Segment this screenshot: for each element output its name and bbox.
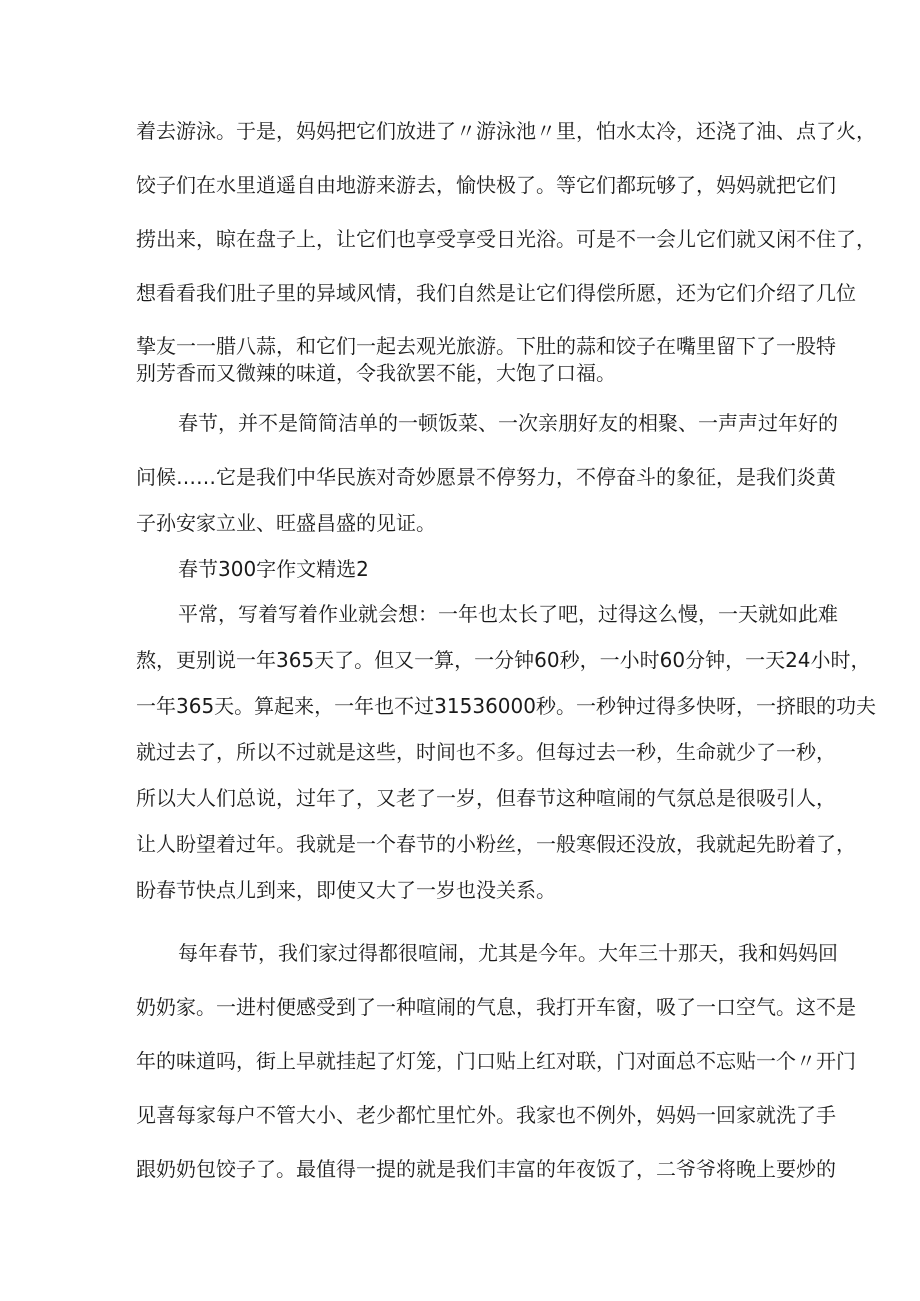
text-line: 奶奶家。一进村便感受到了一种喧闹的气息，我打开车窗，吸了一口空气。这不是 xyxy=(136,995,856,1019)
text-line: 就过去了，所以不过就是这些，时间也不多。但每过去一秒，生命就少了一秒， xyxy=(136,740,836,764)
text-line: 问候……它是我们中华民族对奇妙愿景不停努力，不停奋斗的象征，是我们炎黄 xyxy=(136,465,836,489)
text-line: 所以大人们总说，过年了，又老了一岁，但春节这种喧闹的气氛总是很吸引人， xyxy=(136,786,836,810)
text-line: 饺子们在水里逍遥自由地游来游去，愉快极了。等它们都玩够了，妈妈就把它们 xyxy=(136,173,836,197)
text-line: 春节，并不是简简洁单的一顿饭菜、一次亲朋好友的相聚、一声声过年好的 xyxy=(178,411,838,435)
text-line: 想看看我们肚子里的异域风情，我们自然是让它们得偿所愿，还为它们介绍了几位 xyxy=(136,281,856,305)
text-line: 平常，写着写着作业就会想：一年也太长了吧，过得这么慢，一天就如此难 xyxy=(178,602,838,626)
text-line: 年的味道吗，街上早就挂起了灯笼，门口贴上红对联，门对面总不忘贴一个〃开门 xyxy=(136,1049,856,1073)
text-line: 让人盼望着过年。我就是一个春节的小粉丝，一般寒假还没放，我就起先盼着了， xyxy=(136,832,856,856)
text-line: 盼春节快点儿到来，即使又大了一岁也没关系。 xyxy=(136,878,556,902)
text-line: 捞出来，晾在盘子上，让它们也享受享受日光浴。可是不一会儿它们就又闲不住了， xyxy=(136,227,876,251)
text-line: 子孙安家立业、旺盛昌盛的见证。 xyxy=(136,511,436,535)
text-line: 熬，更别说一年365天了。但又一算，一分钟60秒，一小时60分钟，一天24小时， xyxy=(136,648,871,672)
section-heading: 春节300字作文精选2 xyxy=(178,557,369,581)
text-line: 见喜每家每户不管大小、老少都忙里忙外。我家也不例外，妈妈一回家就洗了手 xyxy=(136,1103,836,1127)
text-line: 着去游泳。于是，妈妈把它们放进了〃游泳池〃里，怕水太冷，还浇了油、点了火， xyxy=(136,119,876,143)
text-line: 别芳香而又微辣的味道，令我欲罢不能，大饱了口福。 xyxy=(136,361,616,385)
text-line: 跟奶奶包饺子了。最值得一提的就是我们丰富的年夜饭了，二爷爷将晚上要炒的 xyxy=(136,1157,836,1181)
text-line: 挚友一一腊八蒜，和它们一起去观光旅游。下肚的蒜和饺子在嘴里留下了一股特 xyxy=(136,334,836,358)
text-line: 每年春节，我们家过得都很喧闹，尤其是今年。大年三十那天，我和妈妈回 xyxy=(178,941,838,965)
text-line: 一年365天。算起来，一年也不过31536000秒。一秒钟过得多快呀，一挤眼的功夫 xyxy=(136,694,876,718)
